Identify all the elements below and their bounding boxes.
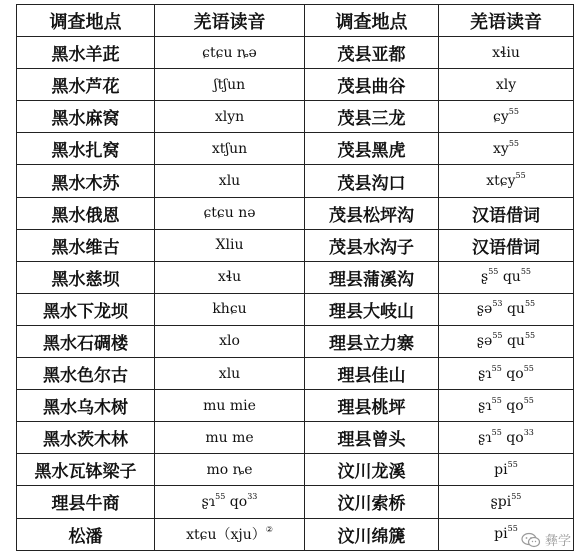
table-row	[17, 325, 574, 357]
location-cell: 黑水乌木树	[17, 390, 155, 422]
location-cell: 茂县沟口	[305, 165, 439, 197]
pron-superscript: 55	[507, 524, 518, 534]
table-row	[17, 197, 574, 229]
pron-text: xtɕu（xju）	[186, 527, 266, 544]
pron-text: ɕy	[493, 108, 509, 125]
pronunciation-cell	[155, 261, 305, 293]
location-cell: 茂县松坪沟	[305, 197, 439, 229]
table-row	[17, 518, 574, 550]
pron-text: 汉语借词	[472, 205, 540, 226]
table-row	[17, 358, 574, 390]
location-cell: 理县蒲溪沟	[305, 261, 439, 293]
pron-text: ʂ	[481, 269, 489, 286]
location-cell: 理县桃坪	[305, 390, 439, 422]
pron-text: xtɕy	[486, 173, 516, 190]
location-cell: 黑水麻窝	[17, 101, 155, 133]
location-cell: 茂县曲谷	[305, 69, 439, 101]
pron-superscript: 55	[215, 491, 226, 501]
pron-text: ʂɿ	[478, 429, 492, 446]
pron-text: khɕu	[212, 301, 247, 318]
location-cell: 黑水维古	[17, 229, 155, 261]
location-cell: 汶川龙溪	[305, 454, 439, 486]
pron-text: xtʃun	[211, 140, 248, 157]
table-row	[17, 37, 574, 69]
header-pronunciation-1: 羌语读音	[155, 5, 305, 37]
pron-superscript: 55	[515, 171, 526, 181]
pron-text: qo	[501, 397, 524, 414]
pron-superscript: 55	[508, 106, 519, 116]
pronunciation-cell	[439, 165, 574, 197]
location-cell: 理县大岐山	[305, 293, 439, 325]
pron-text: ʂə	[476, 333, 493, 350]
pron-superscript: ②	[265, 525, 273, 535]
pron-text: ɕtɕu ȵə	[202, 44, 257, 61]
watermark-text: 彝学	[544, 534, 571, 549]
location-cell: 黑水瓦钵梁子	[17, 454, 155, 486]
pron-superscript: 55	[508, 138, 519, 148]
pron-text: qu	[502, 333, 525, 350]
header-location-1: 调查地点	[17, 5, 155, 37]
pron-text: Xliu	[215, 237, 244, 254]
pronunciation-cell	[155, 37, 305, 69]
pron-text: ʂɿ	[478, 397, 492, 414]
pron-superscript: 55	[491, 395, 502, 405]
table-row	[17, 486, 574, 518]
pron-text: xlu	[218, 365, 241, 382]
pron-superscript: 55	[524, 299, 536, 309]
pron-superscript: 33	[523, 427, 534, 437]
pron-text: qu	[498, 269, 521, 286]
pronunciation-cell	[439, 454, 574, 486]
pronunciation-cell	[439, 486, 574, 518]
pron-superscript: 55	[491, 427, 502, 437]
location-cell: 黑水扎窝	[17, 133, 155, 165]
location-cell: 汶川索桥	[305, 486, 439, 518]
pron-text: pi	[494, 461, 508, 478]
pronunciation-cell	[439, 229, 574, 261]
location-cell: 茂县黑虎	[305, 133, 439, 165]
pron-text: ʂpi	[490, 493, 512, 510]
pron-text: qu	[502, 301, 525, 318]
pronunciation-cell	[155, 101, 305, 133]
pron-superscript: 55	[488, 267, 499, 277]
pronunciation-cell	[155, 165, 305, 197]
location-cell: 汶川绵篪	[305, 518, 439, 550]
pronunciation-cell	[439, 390, 574, 422]
pron-text: ʂɿ	[201, 493, 216, 510]
pron-text: qo	[501, 365, 524, 382]
pronunciation-cell	[439, 293, 574, 325]
table-row	[17, 422, 574, 454]
location-cell: 黑水俄恩	[17, 197, 155, 229]
location-cell: 黑水慈坝	[17, 261, 155, 293]
location-cell: 茂县水沟子	[305, 229, 439, 261]
pron-superscript: 55	[523, 395, 534, 405]
comparison-table	[16, 4, 574, 551]
pron-text: qo	[501, 429, 524, 446]
pronunciation-cell	[439, 358, 574, 390]
header-row	[17, 5, 574, 37]
pronunciation-cell	[155, 197, 305, 229]
table-row	[17, 101, 574, 133]
table-row	[17, 293, 574, 325]
pronunciation-cell	[439, 69, 574, 101]
pron-superscript: 53	[492, 299, 503, 309]
pron-text: qo	[225, 493, 248, 510]
pronunciation-cell	[439, 261, 574, 293]
pronunciation-cell	[155, 454, 305, 486]
location-cell: 茂县亚都	[305, 37, 439, 69]
pron-text: pi	[494, 526, 508, 543]
header-location-2: 调查地点	[305, 5, 439, 37]
location-cell: 松潘	[17, 518, 155, 550]
table-row	[17, 69, 574, 101]
pron-text: xy	[493, 140, 509, 157]
pronunciation-cell	[155, 229, 305, 261]
location-cell: 理县曾头	[305, 422, 439, 454]
table-row	[17, 165, 574, 197]
pronunciation-cell	[439, 133, 574, 165]
location-cell: 黑水色尔古	[17, 358, 155, 390]
location-cell: 理县牛商	[17, 486, 155, 518]
pronunciation-cell	[439, 325, 574, 357]
wechat-icon	[521, 532, 541, 548]
pron-superscript: 55	[520, 267, 531, 277]
pronunciation-cell	[155, 422, 305, 454]
pron-superscript: 33	[247, 491, 258, 501]
location-cell: 理县佳山	[305, 358, 439, 390]
table-row	[17, 454, 574, 486]
pron-superscript: 55	[491, 363, 502, 373]
pron-text: mu mie	[203, 397, 256, 414]
location-cell: 黑水木苏	[17, 165, 155, 197]
pronunciation-cell	[155, 518, 305, 550]
header-pronunciation-2: 羌语读音	[439, 5, 574, 37]
location-cell: 黑水石碉楼	[17, 325, 155, 357]
pron-text: xlo	[219, 333, 240, 350]
pronunciation-cell	[155, 390, 305, 422]
pron-text: ʃtʃun	[213, 76, 246, 93]
pron-text: xlyn	[214, 108, 245, 125]
pron-superscript: 55	[507, 459, 518, 469]
pron-text: ʂə	[476, 301, 493, 318]
location-cell: 理县立力寨	[305, 325, 439, 357]
pron-superscript: 55	[492, 331, 503, 341]
pronunciation-cell	[439, 422, 574, 454]
location-cell: 黑水羊茈	[17, 37, 155, 69]
pronunciation-cell	[439, 37, 574, 69]
pron-superscript: 55	[523, 363, 534, 373]
location-cell: 黑水茨木林	[17, 422, 155, 454]
table-row	[17, 229, 574, 261]
pron-superscript: 55	[511, 491, 522, 501]
pron-text: xly	[495, 76, 517, 93]
table-row	[17, 261, 574, 293]
pronunciation-cell	[155, 133, 305, 165]
location-cell: 茂县三龙	[305, 101, 439, 133]
pronunciation-cell	[439, 197, 574, 229]
table-row	[17, 133, 574, 165]
table-row	[17, 390, 574, 422]
pron-text: 汉语借词	[472, 237, 540, 258]
pron-text: ʂɿ	[478, 365, 492, 382]
pronunciation-cell	[155, 69, 305, 101]
pronunciation-cell	[155, 358, 305, 390]
pron-text: mo ȵe	[206, 461, 253, 478]
pron-text: ɕtɕu nə	[203, 205, 256, 222]
pron-text: xɬiu	[492, 44, 520, 61]
pronunciation-cell	[155, 293, 305, 325]
pron-superscript: 55	[524, 331, 536, 341]
pronunciation-cell	[439, 101, 574, 133]
location-cell: 黑水下龙坝	[17, 293, 155, 325]
location-cell: 黑水芦花	[17, 69, 155, 101]
watermark	[521, 530, 571, 549]
pronunciation-cell	[155, 486, 305, 518]
pron-text: xlu	[218, 173, 241, 190]
pron-text: xɬu	[217, 269, 242, 286]
pron-text: mu me	[205, 429, 254, 446]
pronunciation-cell	[155, 325, 305, 357]
